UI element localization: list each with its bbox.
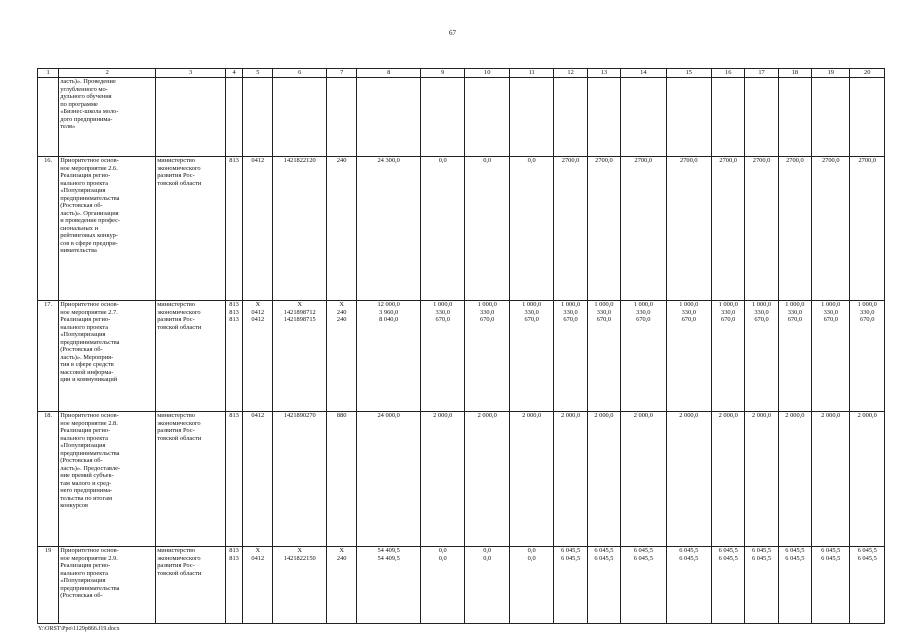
column-number-20: 20 [850,69,885,78]
column-number-4: 4 [225,69,242,78]
value-line: 0412 [251,412,265,419]
row-number: 16. [38,157,59,301]
value-line: 6 045,5 [857,547,877,554]
value-cell-col-11 [509,78,553,157]
value-line: 1 000,0 [679,301,699,308]
value-line: 670,0 [563,316,578,323]
value-line: 813 [229,157,239,164]
value-line: 330,0 [787,308,803,316]
value-cell-col-13 [587,78,620,157]
value-line: 2700,0 [595,157,613,164]
value-line: 670,0 [636,316,651,323]
value-line: 0,0 [483,547,492,554]
column-number-6: 6 [273,69,327,78]
value-line: 2 000,0 [633,412,653,419]
value-line: 2 000,0 [560,412,581,419]
value-cell-col-9 [421,547,465,624]
responsible-executor [156,78,226,157]
value-cell-col-20 [850,547,885,624]
value-cell-col-17 [745,157,778,301]
value-line: 6 045,5 [594,554,614,562]
footer-file-path: Y:\ORST\Ppo\1129p866.f19.docx [38,626,120,632]
value-line: 670,0 [823,316,838,323]
value-line: 2 000,0 [679,412,699,419]
value-line: 6 045,5 [751,554,772,562]
value-cell-col-9 [421,78,465,157]
value-line: 670,0 [681,316,696,323]
value-line: 6 045,5 [857,554,877,562]
value-line: 3 960,0 [379,308,399,316]
value-cell-col-13 [587,301,620,412]
value-line: 2700,0 [752,157,771,164]
value-cell-col-18 [778,412,811,547]
value-cell-col-6 [273,157,327,301]
value-cell-col-4 [225,412,242,547]
value-line: 813 [229,308,239,316]
value-line: 2700,0 [786,157,804,164]
value-line: 0,0 [438,157,447,164]
value-cell-col-8 [357,301,421,412]
value-cell-col-10 [465,547,509,624]
responsible-executor: министерство экономического развития Рос- товской области [156,157,226,301]
value-line: X [339,547,344,554]
value-line: 54 409,5 [377,554,400,562]
value-cell-col-19 [812,412,850,547]
value-line: 1421898712 [283,308,316,316]
value-cell-col-20 [850,78,885,157]
value-line: 670,0 [435,316,450,323]
value-line: 0,0 [438,554,447,562]
value-line: 330,0 [721,308,736,316]
value-line: 813 [229,547,239,554]
value-line: 6 045,5 [821,547,841,554]
value-cell-col-17 [745,412,778,547]
value-line: 0,0 [483,157,492,164]
value-line: 1 000,0 [718,301,738,308]
value-cell-col-4 [225,78,242,157]
value-cell-col-11 [509,412,553,547]
value-line: X [339,301,344,308]
column-number-19: 19 [812,69,850,78]
value-line: 2 000,0 [594,412,614,419]
value-cell-col-8 [357,412,421,547]
value-line: 240 [336,316,347,323]
value-cell-col-4 [225,547,242,624]
value-line: 6 045,5 [633,554,653,562]
value-line: 1 000,0 [785,301,805,308]
value-line: 670,0 [721,316,736,323]
table-row [38,412,885,547]
responsible-executor: министерство экономического развития Рос- товской области [156,547,226,624]
activity-description: Приоритетное основ- ное мероприятие 2.8. Реализация регио- нального проекта «Популяризация предпринимательства (Ростовская об- ласть)». Предоставле- ние премий субъек- там малого и сред- него предпринима- тельства по итогам конкурсов [59,412,156,547]
value-cell-col-10 [465,412,509,547]
column-number-2: 2 [59,69,156,78]
value-cell-col-11 [509,301,553,412]
value-line: 2 000,0 [433,412,453,419]
value-cell-col-15 [666,547,711,624]
value-cell-col-7 [327,301,357,412]
value-cell-col-13 [587,547,620,624]
value-line: 6 045,5 [821,554,841,562]
value-line: 6 045,5 [785,554,805,562]
value-cell-col-19 [812,78,850,157]
value-cell-col-9 [421,301,465,412]
page-number: 67 [449,29,456,37]
value-line: 2 000,0 [718,412,738,419]
value-line: 1 000,0 [433,301,453,308]
value-cell-col-15 [666,412,711,547]
value-line: 6 045,5 [679,554,699,562]
column-number-11: 11 [509,69,553,78]
value-cell-col-6 [273,412,327,547]
row-number [38,78,59,157]
value-cell-col-4 [225,301,242,412]
value-line: X [255,547,261,554]
column-number-9: 9 [421,69,465,78]
value-cell-col-16 [712,412,745,547]
header-row [38,69,885,78]
value-line: 2 000,0 [522,412,542,419]
value-line: 12 000,0 [377,301,400,308]
value-line: X [297,301,303,308]
value-line: 1 000,0 [522,301,542,308]
value-cell-col-5 [243,412,273,547]
value-line: 670,0 [787,316,803,323]
value-line: 1 000,0 [821,301,841,308]
value-line: 813 [229,554,239,562]
value-cell-col-14 [621,78,666,157]
value-line: 330,0 [636,308,651,316]
value-line: 330,0 [524,308,539,316]
column-number-1: 1 [38,69,59,78]
value-line: 240 [336,554,347,562]
value-line: 2700,0 [719,157,737,164]
value-line: 1421822150 [283,554,316,562]
value-line: 813 [229,316,239,323]
value-cell-col-20 [850,412,885,547]
value-line: 813 [229,301,239,308]
column-number-7: 7 [327,69,357,78]
activity-description: Приоритетное основ- ное мероприятие 2.9. Реализация регио- нального проекта «Популяризация предпринимательства (Ростовская об- [59,547,156,624]
value-cell-col-9 [421,157,465,301]
value-line: 2 000,0 [751,412,772,419]
value-cell-col-16 [712,157,745,301]
value-cell-col-18 [778,157,811,301]
value-cell-col-8 [357,78,421,157]
value-cell-col-16 [712,301,745,412]
value-cell-col-7 [327,78,357,157]
value-line: 1 000,0 [477,301,497,308]
row-number: 19 [38,547,59,624]
value-line: 6 045,5 [785,547,805,554]
value-line: 0,0 [527,547,536,554]
value-line: 1 000,0 [560,301,581,308]
value-line: 0,0 [483,554,492,562]
value-line: 330,0 [681,308,696,316]
value-line: 1421898715 [283,316,316,323]
value-cell-col-20 [850,301,885,412]
value-line: 1 000,0 [633,301,653,308]
value-line: 54 409,5 [377,547,400,554]
value-line: 330,0 [563,308,578,316]
value-cell-col-10 [465,78,509,157]
value-line: 1421890270 [283,412,316,419]
value-line: 2 000,0 [477,412,497,419]
value-cell-col-13 [587,157,620,301]
value-line: 6 045,5 [560,554,581,562]
value-line: 880 [336,412,347,419]
value-line: 670,0 [524,316,539,323]
activity-description: ласть)». Проведение углубленного мо- дульного обучения по программе «Бизнес-школа моло- дого предпринима- теля» [59,78,156,157]
value-line: 670,0 [754,316,769,323]
value-cell-col-17 [745,78,778,157]
value-line: 2700,0 [680,157,698,164]
value-cell-col-18 [778,78,811,157]
value-cell-col-6 [273,301,327,412]
column-number-3: 3 [156,69,226,78]
value-line: 6 045,5 [718,554,738,562]
value-line: 330,0 [823,308,838,316]
value-cell-col-8 [357,157,421,301]
value-cell-col-17 [745,547,778,624]
value-line: 0412 [251,554,265,562]
value-cell-col-16 [712,78,745,157]
value-cell-col-9 [421,412,465,547]
value-line: 330,0 [480,308,495,316]
column-number-16: 16 [712,69,745,78]
value-line: 2 000,0 [857,412,877,419]
value-cell-col-10 [465,301,509,412]
value-cell-col-19 [812,157,850,301]
value-line: 330,0 [596,308,612,316]
column-number-13: 13 [587,69,620,78]
value-line: 24 300,0 [377,157,400,164]
value-cell-col-12 [554,301,587,412]
value-line: 0412 [251,157,265,164]
value-cell-col-19 [812,301,850,412]
row-number: 18. [38,412,59,547]
column-number-12: 12 [554,69,587,78]
value-line: 6 045,5 [751,547,772,554]
responsible-executor: министерство экономического развития Рос- товской области [156,301,226,412]
activity-description: Приоритетное основ- ное мероприятие 2.7. Реализация регио- нального проекта «Популяризация предпринимательства (Ростовская об- ласть)». Мероприя- тия в сфере средств массовой информа- ции и коммуникаций [59,301,156,412]
value-line: 8 040,0 [379,316,399,323]
value-line: 240 [336,157,347,164]
value-line: 1 000,0 [751,301,772,308]
value-line: 2 000,0 [785,412,805,419]
activity-description: Приоритетное основ- ное мероприятие 2.6. Реализация регио- нального проекта «Популяризация предпринимательства (Ростовская об- ласть)». Организация и проведение профес- сиональных и рейтинговых конкур- сов в сфере предпри- нимательства [59,157,156,301]
value-line: 6 045,5 [718,547,738,554]
value-line: 330,0 [435,308,450,316]
value-cell-col-18 [778,301,811,412]
value-cell-col-14 [621,301,666,412]
value-line: 240 [336,308,347,316]
column-number-17: 17 [745,69,778,78]
value-line: 0412 [251,316,265,323]
value-line: 1 000,0 [594,301,614,308]
value-line: 2700,0 [821,157,840,164]
value-cell-col-15 [666,157,711,301]
column-number-10: 10 [465,69,509,78]
value-line: 6 045,5 [560,547,581,554]
value-cell-col-12 [554,78,587,157]
value-cell-col-7 [327,157,357,301]
value-line: 813 [229,412,239,419]
value-line: 6 045,5 [679,547,699,554]
column-number-14: 14 [621,69,666,78]
table-row [38,547,885,624]
value-cell-col-7 [327,547,357,624]
value-cell-col-15 [666,301,711,412]
value-line: 0,0 [527,554,536,562]
value-line: 330,0 [754,308,769,316]
value-cell-col-6 [273,547,327,624]
value-cell-col-20 [850,157,885,301]
value-line: 6 045,5 [633,547,653,554]
value-cell-col-4 [225,157,242,301]
column-number-8: 8 [357,69,421,78]
value-line: 2700,0 [634,157,653,164]
value-cell-col-17 [745,301,778,412]
value-cell-col-11 [509,157,553,301]
value-cell-col-5 [243,301,273,412]
value-cell-col-12 [554,412,587,547]
value-line: 0,0 [438,547,447,554]
value-cell-col-5 [243,78,273,157]
table-row [38,157,885,301]
value-line: 0412 [251,308,265,316]
value-line: 1 000,0 [857,301,877,308]
table-row [38,301,885,412]
value-cell-col-14 [621,412,666,547]
value-cell-col-10 [465,157,509,301]
value-cell-col-5 [243,157,273,301]
value-line: 24 000,0 [377,412,400,419]
value-line: 1421822120 [283,157,316,164]
value-line: X [297,547,303,554]
value-line: 0,0 [527,157,536,164]
value-line: 2700,0 [561,157,580,164]
value-cell-col-6 [273,78,327,157]
value-line: 670,0 [860,316,875,323]
value-cell-col-18 [778,547,811,624]
value-cell-col-14 [621,547,666,624]
value-line: 670,0 [480,316,495,323]
value-cell-col-7 [327,412,357,547]
value-line: 6 045,5 [594,547,614,554]
value-line: 670,0 [596,316,612,323]
value-cell-col-13 [587,412,620,547]
column-number-18: 18 [778,69,811,78]
column-number-15: 15 [666,69,711,78]
value-cell-col-8 [357,547,421,624]
column-number-5: 5 [243,69,273,78]
value-cell-col-14 [621,157,666,301]
value-cell-col-12 [554,157,587,301]
value-cell-col-11 [509,547,553,624]
value-cell-col-19 [812,547,850,624]
table-row [38,78,885,157]
value-line: 330,0 [860,308,875,316]
value-line: X [255,301,261,308]
value-line: 2 000,0 [821,412,841,419]
responsible-executor: министерство экономического развития Рос- товской области [156,412,226,547]
value-cell-col-5 [243,547,273,624]
row-number: 17. [38,301,59,412]
value-cell-col-16 [712,547,745,624]
value-cell-col-12 [554,547,587,624]
value-line: 2700,0 [858,157,877,164]
value-cell-col-15 [666,78,711,157]
budget-table [37,68,885,624]
